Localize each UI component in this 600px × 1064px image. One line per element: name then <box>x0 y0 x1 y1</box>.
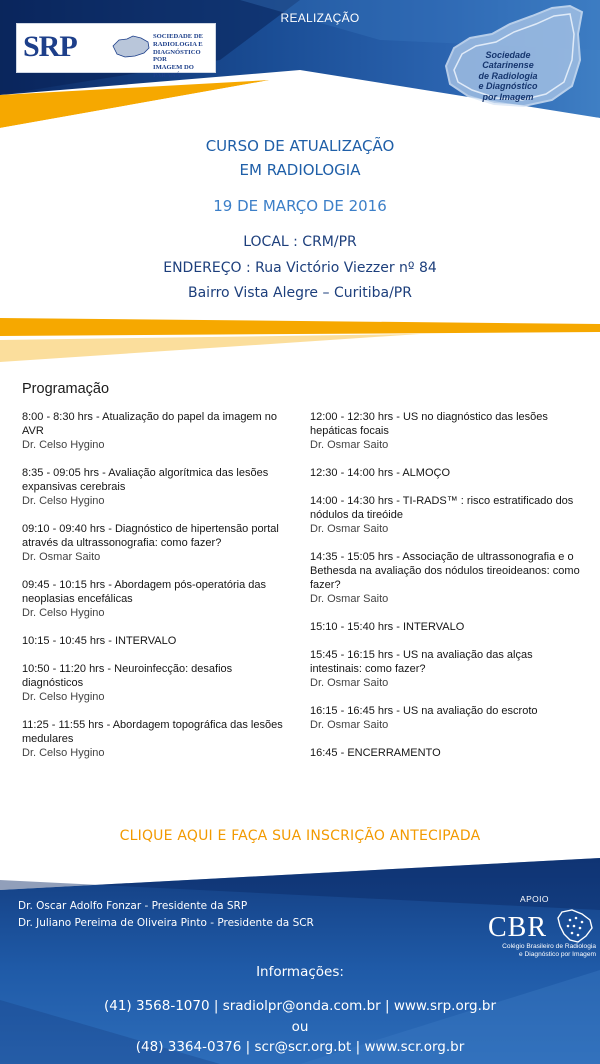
schedule-session <box>22 578 292 606</box>
srp-logo-text: SRP <box>23 30 77 63</box>
schedule-speaker: Dr. Celso Hygino <box>22 747 105 759</box>
register-link[interactable]: CLIQUE AQUI E FAÇA SUA INSCRIÇÃO ANTECIPADA <box>119 828 481 844</box>
schedule-topic: US na avaliação do escroto <box>402 705 538 717</box>
schedule-speaker: Dr. Osmar Saito <box>310 719 389 731</box>
schedule-topic: US no diagnóstico das lesões hepáticas focais <box>310 411 548 437</box>
schedule-separator: - <box>393 467 403 479</box>
srp-subtitle-line: SOCIEDADE DE <box>153 33 204 40</box>
schedule-item <box>310 648 580 690</box>
schedule-session <box>310 648 580 676</box>
scr-subtitle-line: Sociedade <box>485 50 531 60</box>
schedule-topic: Neuroinfecção: desafios diagnósticos <box>22 663 233 689</box>
schedule-session <box>310 466 580 480</box>
schedule-time: 11:25 - 11:55 hrs <box>22 719 104 731</box>
schedule-topic: Diagnóstico de hipertensão portal através da ultrassonografia: como fazer? <box>22 523 279 549</box>
schedule-topic: TI-RADS™ : risco estratificado dos nódulos da tireóide <box>310 495 574 521</box>
schedule-item <box>310 466 580 480</box>
contact-or: ou <box>291 1019 309 1035</box>
schedule-topic: ENCERRAMENTO <box>347 747 441 759</box>
schedule-topic: INTERVALO <box>402 621 465 633</box>
schedule-separator: - <box>393 649 403 661</box>
schedule-session <box>22 718 292 746</box>
schedule-speaker: Dr. Celso Hygino <box>22 607 105 619</box>
president-srp: Dr. Oscar Adolfo Fonzar - Presidente da SRP <box>18 900 248 912</box>
schedule-topic: Atualização do papel da imagem no AVR <box>22 411 278 437</box>
schedule-topic: US na avaliação das alças intestinais: como fazer? <box>310 649 533 675</box>
schedule-session <box>310 410 580 438</box>
schedule-speaker: Dr. Osmar Saito <box>310 677 389 689</box>
schedule-session <box>22 466 292 494</box>
program-title: Programação <box>22 381 110 397</box>
schedule-time: 10:15 - 10:45 hrs <box>22 635 106 647</box>
schedule-item <box>22 634 292 648</box>
course-address: ENDEREÇO : Rua Victório Viezzer nº 84 <box>163 260 437 276</box>
cbr-logo-text: CBR <box>488 912 548 943</box>
schedule-separator: - <box>396 411 403 423</box>
realizacao-label: REALIZAÇÃO <box>280 11 360 25</box>
cbr-subtitle-line: e Diagnóstico por Imagem <box>519 951 596 958</box>
schedule-time: 16:15 - 16:45 hrs <box>310 705 397 717</box>
schedule-session <box>310 550 580 592</box>
schedule-separator: - <box>103 719 113 731</box>
srp-subtitle <box>153 33 215 80</box>
schedule-speaker: Dr. Celso Hygino <box>22 495 105 507</box>
course-title-line2: EM RADIOLOGIA <box>239 161 361 179</box>
contact-scr[interactable]: (48) 3364-0376 | scr@scr.org.bt | www.scr.org.br <box>135 1039 465 1055</box>
schedule-speaker: Dr. Celso Hygino <box>22 691 105 703</box>
schedule-item <box>22 718 292 760</box>
schedule-session <box>310 704 580 718</box>
schedule-session <box>22 662 292 690</box>
schedule-item <box>310 494 580 536</box>
schedule-item <box>22 410 292 452</box>
schedule-separator: - <box>105 523 115 535</box>
schedule-item <box>310 704 580 732</box>
scr-subtitle-line: Catarinense <box>482 60 534 71</box>
schedule-speaker: Dr. Osmar Saito <box>310 523 389 535</box>
schedule-time: 8:35 - 09:05 hrs <box>22 467 100 479</box>
schedule-item <box>310 410 580 452</box>
course-neighborhood: Bairro Vista Alegre – Curitiba/PR <box>188 285 412 301</box>
schedule-time: 14:35 - 15:05 hrs <box>310 551 394 563</box>
schedule-item <box>22 522 292 564</box>
schedule-topic: INTERVALO <box>114 635 177 647</box>
contact-srp[interactable]: (41) 3568-1070 | sradiolpr@onda.com.br | www.srp.org.br <box>103 998 497 1014</box>
schedule-separator: - <box>393 551 403 563</box>
footer-banner <box>0 850 600 1064</box>
orange-divider <box>0 318 600 368</box>
course-local: LOCAL : CRM/PR <box>243 234 357 250</box>
program-column-left <box>22 410 292 760</box>
schedule-separator: - <box>92 411 103 423</box>
schedule-session <box>310 746 580 760</box>
schedule-item <box>22 662 292 704</box>
schedule-time: 8:00 - 8:30 hrs <box>22 411 93 423</box>
program-column-right <box>310 410 580 760</box>
schedule-time: 12:00 - 12:30 hrs <box>310 411 397 423</box>
scr-subtitle-line: de Radiologia <box>478 70 538 81</box>
schedule-topic: Abordagem pós-operatória das neoplasias encefálicas <box>22 579 266 605</box>
schedule-time: 15:45 - 16:15 hrs <box>310 649 394 661</box>
schedule-separator: - <box>105 579 115 591</box>
scr-subtitle-line: e Diagnóstico <box>478 81 538 92</box>
schedule-separator: - <box>396 705 403 717</box>
schedule-speaker: Dr. Osmar Saito <box>310 439 389 451</box>
schedule-time: 09:10 - 09:40 hrs <box>22 523 106 535</box>
schedule-topic: ALMOÇO <box>402 467 451 479</box>
parana-map-icon <box>111 34 151 60</box>
schedule-separator: - <box>99 467 109 479</box>
scr-subtitle-line: por Imagem <box>482 91 534 102</box>
schedule-separator: - <box>337 747 348 759</box>
scr-logo-text <box>448 50 568 102</box>
srp-logo <box>16 23 216 79</box>
schedule-separator: - <box>105 635 115 647</box>
schedule-item <box>310 620 580 634</box>
srp-subtitle-line: IMAGEM DO PARANÁ <box>153 64 194 79</box>
schedule-item <box>22 578 292 620</box>
schedule-time: 14:00 - 14:30 hrs <box>310 495 394 507</box>
schedule-time: 16:45 <box>310 747 338 759</box>
schedule-session <box>310 620 580 634</box>
srp-subtitle-line: DIAGNÓSTICO POR <box>153 48 201 64</box>
schedule-topic: Avaliação algorítmica das lesões expansivas cerebrais <box>22 467 269 493</box>
apoio-label: APOIO <box>520 894 549 904</box>
schedule-item <box>22 466 292 508</box>
schedule-session <box>22 410 292 438</box>
course-title-line1: CURSO DE ATUALIZAÇÃO <box>205 137 395 155</box>
schedule-topic: Abordagem topográfica das lesões medulares <box>22 719 283 745</box>
schedule-time: 12:30 - 14:00 hrs <box>310 467 394 479</box>
schedule-separator: - <box>393 621 403 633</box>
schedule-separator: - <box>104 663 115 675</box>
schedule-time: 09:45 - 10:15 hrs <box>22 579 106 591</box>
srp-subtitle-line: RADIOLOGIA E <box>153 40 203 48</box>
schedule-speaker: Dr. Osmar Saito <box>310 593 389 605</box>
schedule-time: 10:50 - 11:20 hrs <box>22 663 105 675</box>
schedule-separator: - <box>393 495 403 507</box>
brazil-map-icon <box>488 906 598 946</box>
schedule-session <box>22 634 292 648</box>
schedule-speaker: Dr. Celso Hygino <box>22 439 105 451</box>
header-banner <box>0 0 600 140</box>
schedule-topic: Associação de ultrassonografia e o Bethesda na avaliação dos nódulos tireoideanos: como fazer? <box>310 551 580 591</box>
cbr-subtitle <box>484 943 596 959</box>
schedule-item <box>310 550 580 606</box>
course-date: 19 DE MARÇO DE 2016 <box>213 197 387 215</box>
schedule-session <box>22 522 292 550</box>
cbr-subtitle-line: Colégio Brasileiro de Radiologia <box>502 943 596 950</box>
schedule-speaker: Dr. Osmar Saito <box>22 551 101 563</box>
schedule-item <box>310 746 580 760</box>
president-scr: Dr. Juliano Pereima de Oliveira Pinto - Presidente da SCR <box>18 917 314 929</box>
schedule-session <box>310 494 580 522</box>
info-title: Informações: <box>256 964 344 980</box>
schedule-time: 15:10 - 15:40 hrs <box>310 621 394 633</box>
